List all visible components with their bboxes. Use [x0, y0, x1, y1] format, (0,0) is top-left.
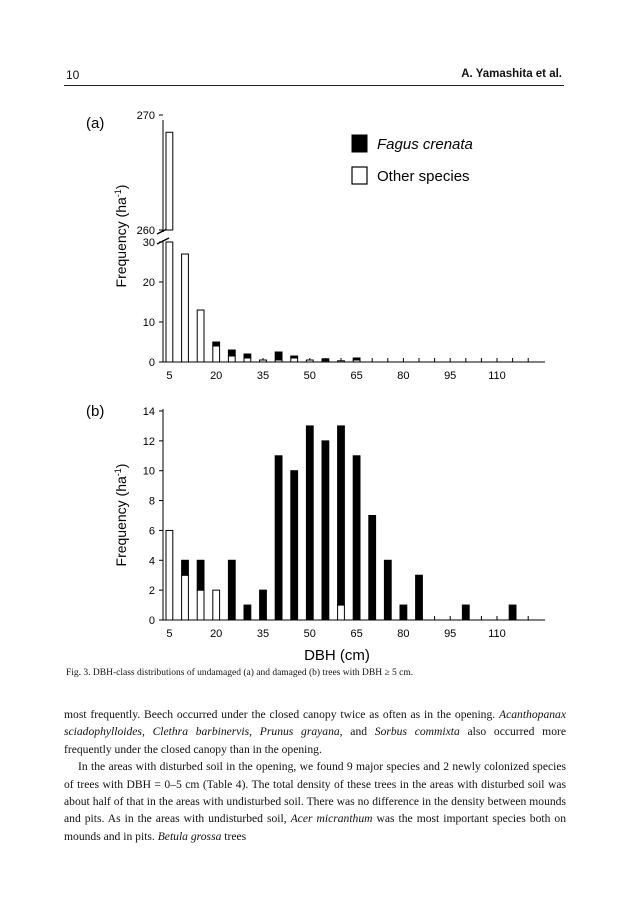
text-run: was the most important species both on mounds and in pits. [64, 812, 566, 843]
bar-other-lower [166, 242, 173, 362]
x-tick-label: 110 [488, 370, 506, 382]
text-run: also occurred more frequently under the closed canopy than in the opening. [64, 725, 566, 756]
species-name: Betula grossa [157, 829, 222, 843]
panel-b [86, 403, 545, 664]
x-tick-label: 65 [350, 370, 363, 382]
y-tick-label: 14 [142, 406, 155, 418]
bar-other [182, 575, 189, 620]
bar-fagus [213, 342, 220, 346]
species-name: Sorbus commixta [374, 725, 460, 739]
bar-other [306, 360, 313, 362]
x-tick-label: 20 [210, 628, 223, 640]
y-tick-label: 6 [148, 525, 155, 538]
legend-swatch-other [352, 167, 367, 184]
species-name: Acer micranthum [290, 812, 373, 826]
paragraph-2 [64, 758, 566, 845]
bar-fagus [306, 426, 313, 620]
x-tick-label: 65 [350, 628, 363, 640]
paragraph-1 [64, 706, 566, 758]
y-tick-label: 260 [136, 225, 155, 237]
x-tick-label: 35 [256, 628, 270, 640]
bar-other-upper [166, 132, 173, 230]
bar-other [228, 356, 235, 362]
y-tick-label: 30 [142, 237, 155, 249]
bar-fagus [260, 590, 267, 620]
bar-fagus [369, 516, 376, 621]
text-run: trees [221, 829, 247, 843]
bar-fagus [275, 352, 282, 360]
bar-other [197, 310, 204, 362]
body-text [64, 706, 566, 845]
bar-other [291, 358, 298, 362]
x-tick-label: 110 [488, 628, 506, 640]
x-tick-label: 20 [210, 370, 223, 382]
y-tick-label: 270 [136, 110, 155, 122]
page-number: 10 [66, 68, 80, 82]
bar-fagus [384, 560, 391, 620]
bar-fagus [197, 560, 204, 590]
bar-fagus [353, 358, 360, 360]
x-tick-label: 80 [397, 628, 410, 640]
panel-a [86, 110, 545, 382]
bar-fagus [338, 426, 345, 605]
bar-other [338, 605, 345, 620]
bar-fagus [353, 456, 360, 620]
bar-fagus [244, 605, 251, 620]
legend [352, 135, 473, 185]
bar-fagus [244, 354, 251, 358]
y-tick-label: 2 [148, 585, 155, 598]
y-tick-label: 0 [148, 615, 155, 627]
y-tick-label: 10 [142, 465, 155, 478]
bar-fagus [275, 456, 282, 620]
x-tick-label: 95 [444, 628, 457, 640]
bar-fagus [400, 605, 407, 620]
x-tick-label: 5 [166, 628, 173, 640]
bar-other [197, 590, 204, 620]
bar-fagus [509, 605, 516, 620]
text-run: In the areas with disturbed soil in the opening, we found 9 major species and 2 newly colonized species of trees with DBH = 0–5 cm (Table 4). The total density of these trees in the areas with disturbed soil was about half of that in the areas with undisturbed soil. There was no difference in the density between mounds and pits. As in the areas with undisturbed soil, [64, 760, 566, 826]
x-tick-label: 95 [444, 370, 457, 382]
species-name: Acanthopanax sciadophylloides [64, 708, 566, 739]
bar-fagus [416, 575, 423, 620]
x-tick-label: 80 [397, 370, 410, 382]
bar-fagus [322, 441, 329, 620]
legend-label-other: Other species [377, 168, 470, 185]
x-tick-label: 50 [303, 370, 316, 382]
figure-caption: Fig. 3. DBH-class distributions of undamaged (a) and damaged (b) trees with DBH ≥ 5 cm. [66, 668, 414, 678]
bar-fagus [228, 560, 235, 620]
bar-fagus [322, 359, 329, 361]
y-tick-label: 12 [142, 435, 155, 448]
bar-other [260, 360, 267, 362]
x-tick-label: 35 [256, 370, 270, 382]
x-tick-label: 5 [166, 370, 173, 382]
species-name: Clethra barbinervis [152, 725, 250, 739]
running-head: A. Yamashita et al. [461, 68, 562, 80]
bar-other [213, 346, 220, 362]
bar-other [244, 358, 251, 362]
text-run: , [249, 725, 260, 739]
y-axis-label: Frequency $(ha^{-1})$ [113, 463, 129, 567]
bar-other [182, 254, 189, 362]
y-tick-label: 4 [148, 555, 155, 568]
bar-fagus [182, 560, 189, 575]
y-tick-label: 10 [142, 317, 155, 329]
bar-fagus [462, 605, 469, 620]
text-run: most frequently. Beech occurred under the closed canopy twice as often as in the opening. [64, 708, 500, 721]
x-tick-label: 50 [303, 628, 316, 640]
legend-label-fagus: Fagus crenata [377, 136, 473, 153]
text-run: , [141, 725, 153, 739]
text-run: , and [339, 725, 375, 739]
bar-other [213, 590, 220, 620]
panel-label: (b) [86, 403, 105, 420]
y-axis-label: Frequency $(ha^{-1})$ [113, 184, 129, 288]
y-tick-label: 8 [148, 495, 155, 508]
species-name: Prunus grayana [259, 725, 340, 739]
bar-other [338, 361, 345, 362]
x-axis-label: DBH (cm) [304, 647, 370, 664]
legend-swatch-fagus [352, 135, 367, 152]
bar-fagus [228, 350, 235, 356]
y-tick-label: 20 [142, 277, 155, 289]
y-tick-label: 0 [148, 357, 155, 369]
bar-fagus [291, 471, 298, 620]
bar-other [166, 530, 173, 620]
bar-fagus [291, 356, 298, 358]
panel-label: (a) [86, 115, 105, 132]
